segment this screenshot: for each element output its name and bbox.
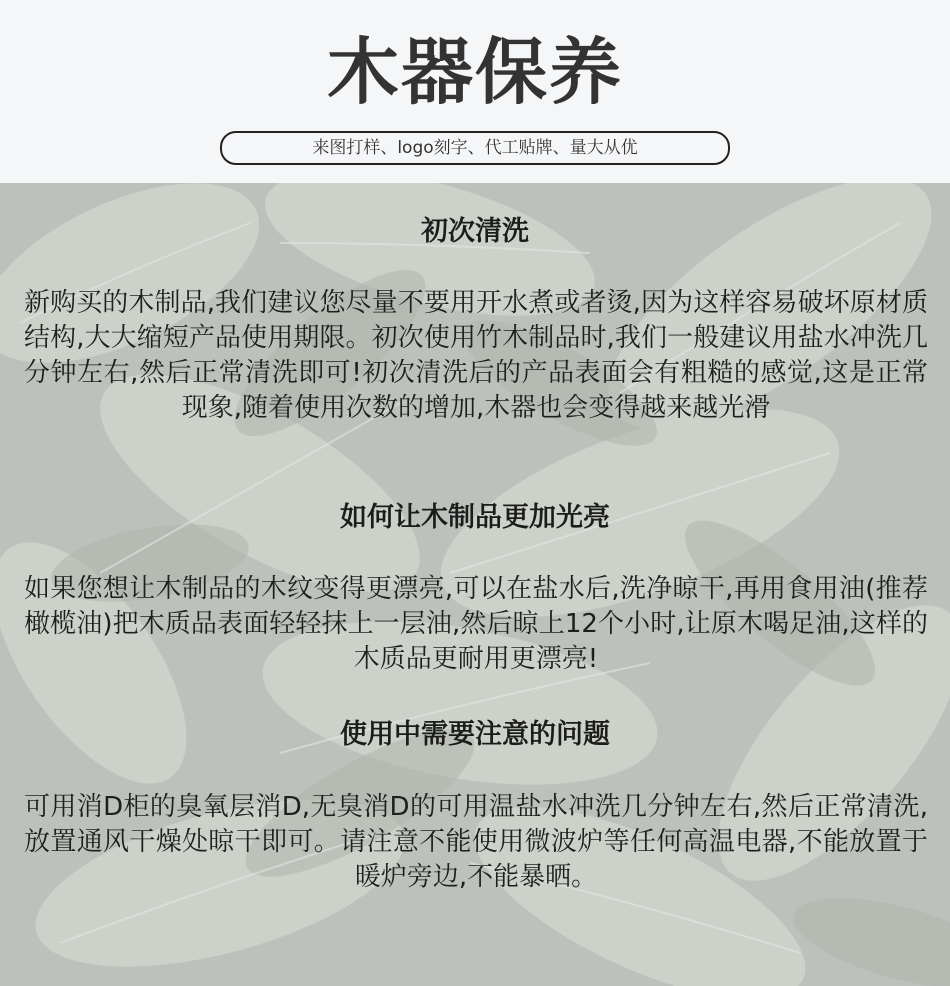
section-body-precautions: 可用消D柜的臭氧层消D,无臭消D的可用温盐水冲洗几分钟左右,然后正常清洗,放置通风干燥处晾干即可。请注意不能使用微波炉等任何高温电器,不能放置于暖炉旁边,不能暴晒。	[24, 792, 929, 892]
section-title-polishing: 如何让木制品更加光亮	[340, 502, 610, 533]
section-body-polishing: 如果您想让木制品的木纹变得更漂亮,可以在盐水后,洗净晾干,再用食用油(推荐橄榄油)把木质品表面轻轻抹上一层油,然后晾上12个小时,让原木喝足油,这样的木质品更耐用更漂亮!	[24, 574, 928, 674]
header	[0, 0, 950, 183]
content-panel	[0, 183, 950, 986]
tagline-pill: 来图打样、logo刻字、代工贴牌、量大从优	[220, 131, 730, 165]
section-title-first-cleaning: 初次清洗	[421, 216, 529, 247]
care-instructions	[0, 183, 950, 986]
section-body-first-cleaning: 新购买的木制品,我们建议您尽量不要用开水煮或者烫,因为这样容易破坏原材质结构,大大缩短产品使用期限。初次使用竹木制品时,我们一般建议用盐水冲洗几分钟左右,然后正常清洗即可!初次清洗后的产品表面会有粗糙的感觉,这是正常现象,随着使用次数的增加,木器也会变得越来越光滑	[24, 288, 928, 423]
section-title-precautions: 使用中需要注意的问题	[340, 719, 610, 750]
page-title: 木器保养	[326, 30, 623, 114]
